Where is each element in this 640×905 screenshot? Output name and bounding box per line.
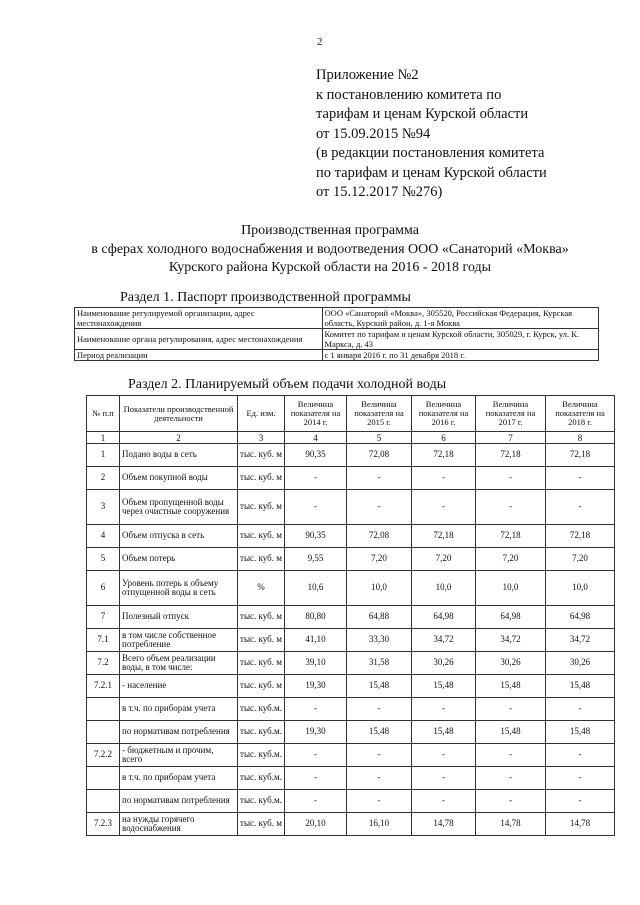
table-row <box>87 525 615 548</box>
value-2017: 10,0 <box>476 571 546 606</box>
indicator-name: - бюджетным и прочим, всего <box>120 744 238 767</box>
value-2016: - <box>412 790 476 813</box>
value-2014: 39,10 <box>285 652 347 675</box>
unit: тыс. куб. м <box>238 675 285 698</box>
value-2015: - <box>347 490 412 525</box>
value-2017: 15,48 <box>476 721 546 744</box>
unit: тыс. куб. м <box>238 652 285 675</box>
unit: тыс. куб.м. <box>238 790 285 813</box>
column-header: Величина показателя на 2018 г. <box>546 396 615 432</box>
value-2016: - <box>412 490 476 525</box>
indicator-name: в т.ч. по приборам учета <box>120 698 238 721</box>
value-2017: 7,20 <box>476 548 546 571</box>
value-2015: 7,20 <box>347 548 412 571</box>
value-2014: 9,55 <box>285 548 347 571</box>
row-number: 7.2 <box>87 652 120 675</box>
passport-row <box>75 329 599 350</box>
value-2017: 14,78 <box>476 813 546 836</box>
value-2014: 19,30 <box>285 721 347 744</box>
indicator-name: Всего объем реализации воды, в том числе: <box>120 652 238 675</box>
passport-label: Наименование органа регулирования, адрес местонахождения <box>75 329 323 350</box>
page-number: 2 <box>317 36 323 48</box>
value-2017: - <box>476 767 546 790</box>
indicator-name: Подано воды в сеть <box>120 444 238 467</box>
value-2018: - <box>546 467 615 490</box>
value-2014: - <box>285 467 347 490</box>
appendix-block <box>316 66 547 203</box>
value-2016: 72,18 <box>412 525 476 548</box>
row-number: 4 <box>87 525 120 548</box>
appendix-line: к постановлению комитета по <box>316 86 502 103</box>
column-number: 7 <box>476 432 546 444</box>
value-2018: - <box>546 744 615 767</box>
table-row <box>87 444 615 467</box>
unit: тыс. куб. м <box>238 444 285 467</box>
table-row <box>87 548 615 571</box>
table-row <box>87 652 615 675</box>
table-row <box>87 490 615 525</box>
table-row <box>87 790 615 813</box>
indicator-name: на нужды горячего водоснабжения <box>120 813 238 836</box>
appendix-line: (в редакции постановления комитета <box>316 145 545 161</box>
value-2018: 72,18 <box>546 444 615 467</box>
title-line: Курского района Курской области на 2016 - 2018 годы <box>168 260 492 275</box>
value-2018: 14,78 <box>546 813 615 836</box>
value-2016: 14,78 <box>412 813 476 836</box>
value-2014: - <box>285 490 347 525</box>
table-row <box>87 467 615 490</box>
indicator-name: в т.ч. по приборам учета <box>120 767 238 790</box>
passport-label: Период реализации <box>75 350 323 361</box>
value-2017: 34,72 <box>476 629 546 652</box>
value-2018: 10,0 <box>546 571 615 606</box>
unit: тыс. куб. м <box>238 606 285 629</box>
passport-row <box>75 308 599 329</box>
row-number: 2 <box>87 467 120 490</box>
value-2016: 15,48 <box>412 675 476 698</box>
value-2015: - <box>347 790 412 813</box>
row-number <box>87 767 120 790</box>
value-2017: - <box>476 744 546 767</box>
indicator-name: Полезный отпуск <box>120 606 238 629</box>
unit: тыс. куб.м. <box>238 744 285 767</box>
value-2016: 15,48 <box>412 721 476 744</box>
value-2018: 30,26 <box>546 652 615 675</box>
value-2015: 72,08 <box>347 525 412 548</box>
unit: тыс. куб.м. <box>238 698 285 721</box>
column-header: Величина показателя на 2014 г. <box>285 396 347 432</box>
value-2018: - <box>546 490 615 525</box>
value-2015: - <box>347 744 412 767</box>
value-2017: - <box>476 698 546 721</box>
value-2015: 31,58 <box>347 652 412 675</box>
value-2017: 30,26 <box>476 652 546 675</box>
passport-value: Комитет по тарифам и ценам Курской области, 305029, г. Курск, ул. К. Маркса, д. 43 <box>322 329 598 350</box>
indicator-name: Объем отпуска в сеть <box>120 525 238 548</box>
indicator-name: Объем покупной воды <box>120 467 238 490</box>
unit: тыс. куб. м <box>238 548 285 571</box>
value-2018: - <box>546 790 615 813</box>
indicator-name: в том числе собственное потребление <box>120 629 238 652</box>
unit: тыс. куб. м <box>238 629 285 652</box>
value-2014: 90,35 <box>285 525 347 548</box>
value-2016: - <box>412 467 476 490</box>
value-2014: - <box>285 767 347 790</box>
appendix-line: тарифам и ценам Курской области <box>316 106 529 122</box>
column-number: 4 <box>285 432 347 444</box>
appendix-line: Приложение №2 <box>316 67 419 83</box>
value-2015: - <box>347 467 412 490</box>
unit: тыс. куб. м <box>238 813 285 836</box>
indicator-name: Объем потерь <box>120 548 238 571</box>
value-2014: 41,10 <box>285 629 347 652</box>
appendix-line: от 15.09.2015 №94 <box>316 125 431 142</box>
unit: тыс. куб. м <box>238 467 285 490</box>
table-row <box>87 698 615 721</box>
indicator-name: Уровень потерь к объему отпущенной воды в сеть <box>120 571 238 606</box>
column-header: Величина показателя на 2016 г. <box>412 396 476 432</box>
value-2017: - <box>476 467 546 490</box>
section1-title: Раздел 1. Паспорт производственной программы <box>120 290 411 305</box>
value-2016: 72,18 <box>412 444 476 467</box>
row-number: 7.1 <box>87 629 120 652</box>
row-number: 1 <box>87 444 120 467</box>
value-2016: - <box>412 767 476 790</box>
column-number: 3 <box>238 432 285 444</box>
passport-value: с 1 января 2016 г. по 31 декабря 2018 г. <box>322 350 598 361</box>
column-header: Показатели производственной деятельности <box>120 396 238 432</box>
document-title <box>60 222 600 278</box>
row-number: 7.2.1 <box>87 675 120 698</box>
row-number: 7.2.2 <box>87 744 120 767</box>
value-2017: 72,18 <box>476 525 546 548</box>
column-number: 2 <box>120 432 238 444</box>
value-2016: - <box>412 744 476 767</box>
table-row <box>87 767 615 790</box>
column-header: Величина показателя на 2017 г. <box>476 396 546 432</box>
row-number: 3 <box>87 490 120 525</box>
value-2014: 80,80 <box>285 606 347 629</box>
value-2015: - <box>347 698 412 721</box>
value-2017: 64,98 <box>476 606 546 629</box>
table-row <box>87 629 615 652</box>
value-2015: - <box>347 767 412 790</box>
unit: тыс. куб.м. <box>238 721 285 744</box>
title-line: в сферах холодного водоснабжения и водоотведения ООО «Санаторий «Моква» <box>91 241 569 257</box>
value-2014: 19,30 <box>285 675 347 698</box>
passport-value: ООО «Санаторий «Моква», 305520, Российская Федерация, Курская область, Курский район, д. 1-я Моква <box>322 308 598 329</box>
value-2018: - <box>546 698 615 721</box>
value-2015: 15,48 <box>347 675 412 698</box>
unit: тыс. куб. м <box>238 490 285 525</box>
value-2016: 64,98 <box>412 606 476 629</box>
table-row <box>87 744 615 767</box>
indicator-name: по нормативам потребления <box>120 721 238 744</box>
value-2014: 90,35 <box>285 444 347 467</box>
unit: тыс. куб. м <box>238 525 285 548</box>
indicator-name: Объем пропущенной воды через очистные сооружения <box>120 490 238 525</box>
appendix-line: по тарифам и ценам Курской области <box>316 164 547 181</box>
title-line: Производственная программа <box>241 223 419 238</box>
table-row <box>87 675 615 698</box>
unit: % <box>238 571 285 606</box>
value-2015: 10,0 <box>347 571 412 606</box>
column-number: 5 <box>347 432 412 444</box>
passport-table <box>74 307 599 361</box>
value-2014: 20,10 <box>285 813 347 836</box>
value-2018: 72,18 <box>546 525 615 548</box>
value-2018: - <box>546 767 615 790</box>
value-2018: 34,72 <box>546 629 615 652</box>
value-2014: 10,6 <box>285 571 347 606</box>
column-number: 1 <box>87 432 120 444</box>
unit: тыс. куб.м. <box>238 767 285 790</box>
table-header-row <box>87 396 615 432</box>
indicator-name: - население <box>120 675 238 698</box>
value-2014: - <box>285 698 347 721</box>
value-2015: 15,48 <box>347 721 412 744</box>
water-supply-table <box>86 395 615 836</box>
row-number: 7.2.3 <box>87 813 120 836</box>
value-2018: 15,48 <box>546 675 615 698</box>
indicator-name: по нормативам потребления <box>120 790 238 813</box>
value-2014: - <box>285 744 347 767</box>
column-number: 6 <box>412 432 476 444</box>
value-2016: 34,72 <box>412 629 476 652</box>
appendix-line: от 15.12.2017 №276) <box>316 184 443 200</box>
table-body <box>87 444 615 836</box>
table-row <box>87 571 615 606</box>
value-2017: - <box>476 490 546 525</box>
table-row <box>87 813 615 836</box>
value-2015: 16,10 <box>347 813 412 836</box>
value-2016: 10,0 <box>412 571 476 606</box>
value-2016: 7,20 <box>412 548 476 571</box>
passport-row <box>75 350 599 361</box>
column-header: № п.п <box>87 396 120 432</box>
column-number-row <box>87 432 615 444</box>
value-2018: 64,98 <box>546 606 615 629</box>
section2-title: Раздел 2. Планируемый объем подачи холодной воды <box>128 377 447 392</box>
row-number: 6 <box>87 571 120 606</box>
row-number <box>87 698 120 721</box>
row-number: 7 <box>87 606 120 629</box>
row-number <box>87 721 120 744</box>
table-row <box>87 721 615 744</box>
value-2017: 72,18 <box>476 444 546 467</box>
table-row <box>87 606 615 629</box>
column-number: 8 <box>546 432 615 444</box>
value-2018: 7,20 <box>546 548 615 571</box>
value-2016: - <box>412 698 476 721</box>
value-2016: 30,26 <box>412 652 476 675</box>
value-2017: - <box>476 790 546 813</box>
passport-label: Наименование регулируемой организации, адрес местонахождения <box>75 308 323 329</box>
column-header: Ед. изм. <box>238 396 285 432</box>
value-2017: 15,48 <box>476 675 546 698</box>
value-2018: 15,48 <box>546 721 615 744</box>
value-2015: 64,88 <box>347 606 412 629</box>
value-2015: 33,30 <box>347 629 412 652</box>
column-header: Величина показателя на 2015 г. <box>347 396 412 432</box>
row-number: 5 <box>87 548 120 571</box>
value-2015: 72,08 <box>347 444 412 467</box>
row-number <box>87 790 120 813</box>
value-2014: - <box>285 790 347 813</box>
